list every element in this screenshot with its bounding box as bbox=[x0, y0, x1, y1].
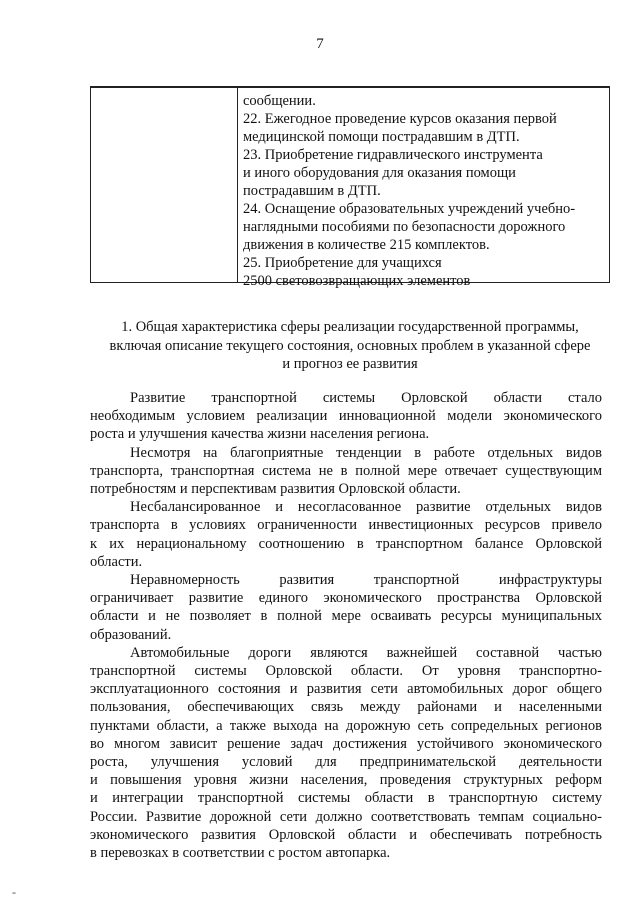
paragraph-line: в перевозках в соответствии с ростом автопарка. bbox=[90, 845, 391, 862]
table-cell-line: наглядными пособиями по безопасности дорожного bbox=[243, 219, 566, 235]
paragraph-line: роста, улучшения условий для предпринимательской деятельности bbox=[90, 754, 602, 771]
paragraph-line: потребностям и перспективам развития Орловской области. bbox=[90, 481, 461, 498]
table-cell-line: 2500 световозвращающих элементов bbox=[243, 273, 471, 289]
paragraph-line: области. bbox=[90, 553, 143, 570]
paragraph-line: России. Развитие дорожной сети должно соответствовать темпам социально- bbox=[90, 808, 602, 825]
paragraph-line: Автомобильные дороги являются важнейшей составной частью bbox=[130, 644, 602, 661]
margin-mark: - bbox=[12, 885, 16, 899]
paragraph-line: и интеграции транспортной системы области в транспортную систему bbox=[90, 790, 602, 807]
paragraph bbox=[90, 389, 602, 444]
paragraph-line: Неравномерность развития транспортной инфраструктуры bbox=[130, 572, 602, 589]
paragraph-line: Развитие транспортной системы Орловской области стало bbox=[130, 390, 602, 406]
table-cell-line: 23. Приобретение гидравлического инструмента bbox=[243, 147, 543, 163]
table-column-divider bbox=[237, 88, 238, 282]
paragraph-line: необходимым условием реализации инновационной модели экономического bbox=[90, 408, 602, 425]
paragraph-line: транспортной системы Орловской области. От уровня транспортно- bbox=[90, 663, 602, 680]
paragraph-line: роста и улучшения качества жизни населения региона. bbox=[90, 426, 430, 443]
paragraph-line: Несбалансированное и несогласованное развитие отдельных видов bbox=[130, 499, 602, 516]
table-cell-line: пострадавшим в ДТП. bbox=[243, 183, 381, 199]
paragraph-line: пользования, обеспечивающих связь между районами и населенными bbox=[90, 699, 602, 716]
body-text bbox=[90, 389, 602, 862]
page-number: 7 bbox=[316, 36, 324, 52]
paragraph-line: образований. bbox=[90, 626, 172, 643]
section-title-line: 1. Общая характеристика сферы реализации государственной программы, bbox=[121, 319, 579, 335]
paragraph-line: транспорта, транспортная система не в полной мере отвечает существующим bbox=[90, 462, 602, 479]
table-cell-line: 22. Ежегодное проведение курсов оказания первой bbox=[243, 111, 557, 127]
paragraph-line: ограничивает развитие единого экономического пространства Орловской bbox=[90, 590, 602, 607]
paragraph bbox=[90, 571, 602, 644]
paragraph-line: во многом зависит решение задач достижения устойчивого экономического bbox=[90, 735, 602, 752]
paragraph-line: области и не позволяет в полной мере осваивать ресурсы муниципальных bbox=[90, 608, 602, 625]
table-cell-line: сообщении. bbox=[243, 93, 316, 109]
paragraph-line: к их нерациональному соотношению в транспортном балансе Орловской bbox=[90, 535, 602, 552]
section-title-line: включая описание текущего состояния, основных проблем в указанной сфере bbox=[109, 337, 591, 354]
paragraph-line: экономического развития Орловской области и обеспечивать потребность bbox=[90, 826, 602, 843]
paragraph-line: и повышения уровня жизни населения, проведения структурных реформ bbox=[90, 772, 602, 789]
table-cell-line: движения в количестве 215 комплектов. bbox=[243, 237, 490, 253]
paragraph bbox=[90, 644, 602, 862]
table-cell-line: и иного оборудования для оказания помощи bbox=[243, 165, 516, 181]
table-cell-line: 25. Приобретение для учащихся bbox=[243, 255, 442, 271]
paragraph bbox=[90, 444, 602, 499]
paragraph bbox=[90, 498, 602, 571]
paragraph-line: эксплуатационного состояния и развития сети автомобильных дорог общего bbox=[90, 681, 602, 698]
table-cell-line: 24. Оснащение образовательных учреждений учебно- bbox=[243, 201, 576, 217]
paragraph-line: Несмотря на благоприятные тенденции в работе отдельных видов bbox=[130, 444, 602, 461]
paragraph-line: транспорта в условиях ограниченности инвестиционных ресурсов привело bbox=[90, 517, 602, 534]
continuation-table bbox=[90, 86, 610, 289]
section-title-line: и прогноз ее развития bbox=[282, 356, 418, 372]
table-cell-line: медицинской помощи пострадавшим в ДТП. bbox=[243, 129, 520, 145]
section-title bbox=[90, 318, 610, 374]
table-right-cell bbox=[243, 92, 607, 290]
paragraph-line: пунктами области, а также выхода на дорожную сеть сопредельных регионов bbox=[90, 717, 602, 734]
